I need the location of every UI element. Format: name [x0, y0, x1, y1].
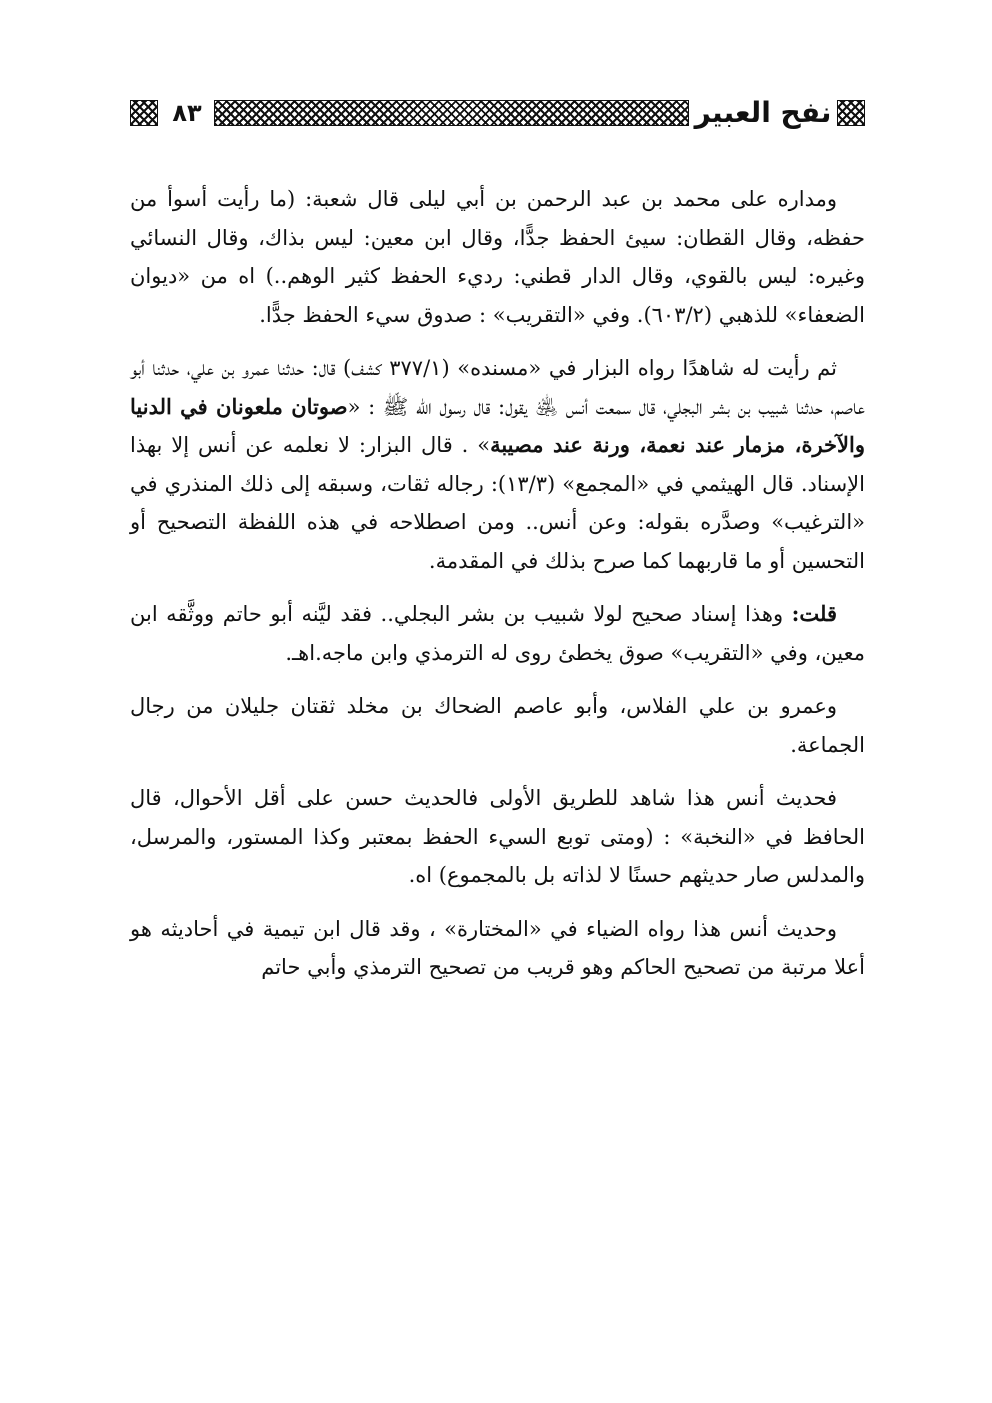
- paragraph: [130, 349, 865, 580]
- ornament-border-right: [837, 100, 865, 126]
- page-number: ٨٣: [172, 99, 202, 127]
- paragraph: [130, 910, 865, 987]
- paragraph-text: » . قال البزار: لا نعلمه عن أنس إلا بهذا الإسناد. قال الهيثمي في «المجمع» (١٣/٣): رجاله ثقات، وسبقه إلى ذلك المنذري في «الترغيب» وصدَّره بقوله: وعن أنس.. ومن اصطلاحه في هذه اللفظة التصحيح أو التحسين أو ما قاربهما كما صرح بذلك في المقدمة.: [130, 433, 866, 573]
- page-body: [130, 180, 865, 1002]
- paragraph-text: ثم رأيت له شاهدًا رواه البزار في «مسنده» (٣٧٧/١ كشف) قال: حدثنا عمرو بن علي، حدثنا أبو عاصم، حدثنا شبيب بن بشر البجلي، قال سمعت أنس ﵁ يقول: قال رسول الله ﷺ : «: [130, 356, 865, 419]
- hadith-quote: صوتان ملعونان في الدنيا والآخرة، مزمار عند نعمة، ورنة عند مصيبة: [130, 393, 865, 457]
- running-header: [130, 92, 865, 134]
- paragraph-text: وعمرو بن علي الفلاس، وأبو عاصم الضحاك بن مخلد ثقتان جليلان من رجال الجماعة.: [130, 694, 865, 757]
- paragraph: [130, 687, 865, 764]
- paragraph: [130, 595, 865, 672]
- ornament-border-middle: [214, 100, 689, 126]
- book-title: نفح العبير: [694, 96, 832, 129]
- paragraph-text: وهذا إسناد صحيح لولا شبيب بن بشر البجلي.. فقد ليَّنه أبو حاتم ووثَّقه ابن معين، وفي «التقريب» صوق يخطئ روى له الترمذي وابن ماجه.اهـ.: [130, 602, 865, 665]
- paragraph-text: ومداره على محمد بن عبد الرحمن بن أبي ليلى قال شعبة: (ما رأيت أسوأ من حفظه، وقال القطان: سيئ الحفظ جدًّا، وقال ابن معين: ليس بذاك، وقال النسائي وغيره: ليس بالقوي، وقال الدار قطني: رديء الحفظ كثير الوهم..) اه من «ديوان الضعفاء» للذهبي (٦٠٣/٢). وفي «التقريب» : صدوق سيء الحفظ جدًّا.: [130, 187, 865, 327]
- ornament-border-left: [130, 100, 158, 126]
- paragraph-text: فحديث أنس هذا شاهد للطريق الأولى فالحديث حسن على أقل الأحوال، قال الحافظ في «النخبة» : (ومتى توبع السيء الحفظ بمعتبر وكذا المستور، والمرسل، والمدلس صار حديثهم حسنًا لا لذاته بل بالمجموع) اه.: [130, 786, 865, 887]
- paragraph: [130, 180, 865, 334]
- paragraph: [130, 779, 865, 895]
- paragraph-text: وحديث أنس هذا رواه الضياء في «المختارة» ، وقد قال ابن تيمية في أحاديثه هو أعلا مرتبة من تصحيح الحاكم وهو قريب من تصحيح الترمذي وأبي حاتم: [130, 916, 865, 979]
- paragraph-lead: قلت:: [791, 601, 837, 626]
